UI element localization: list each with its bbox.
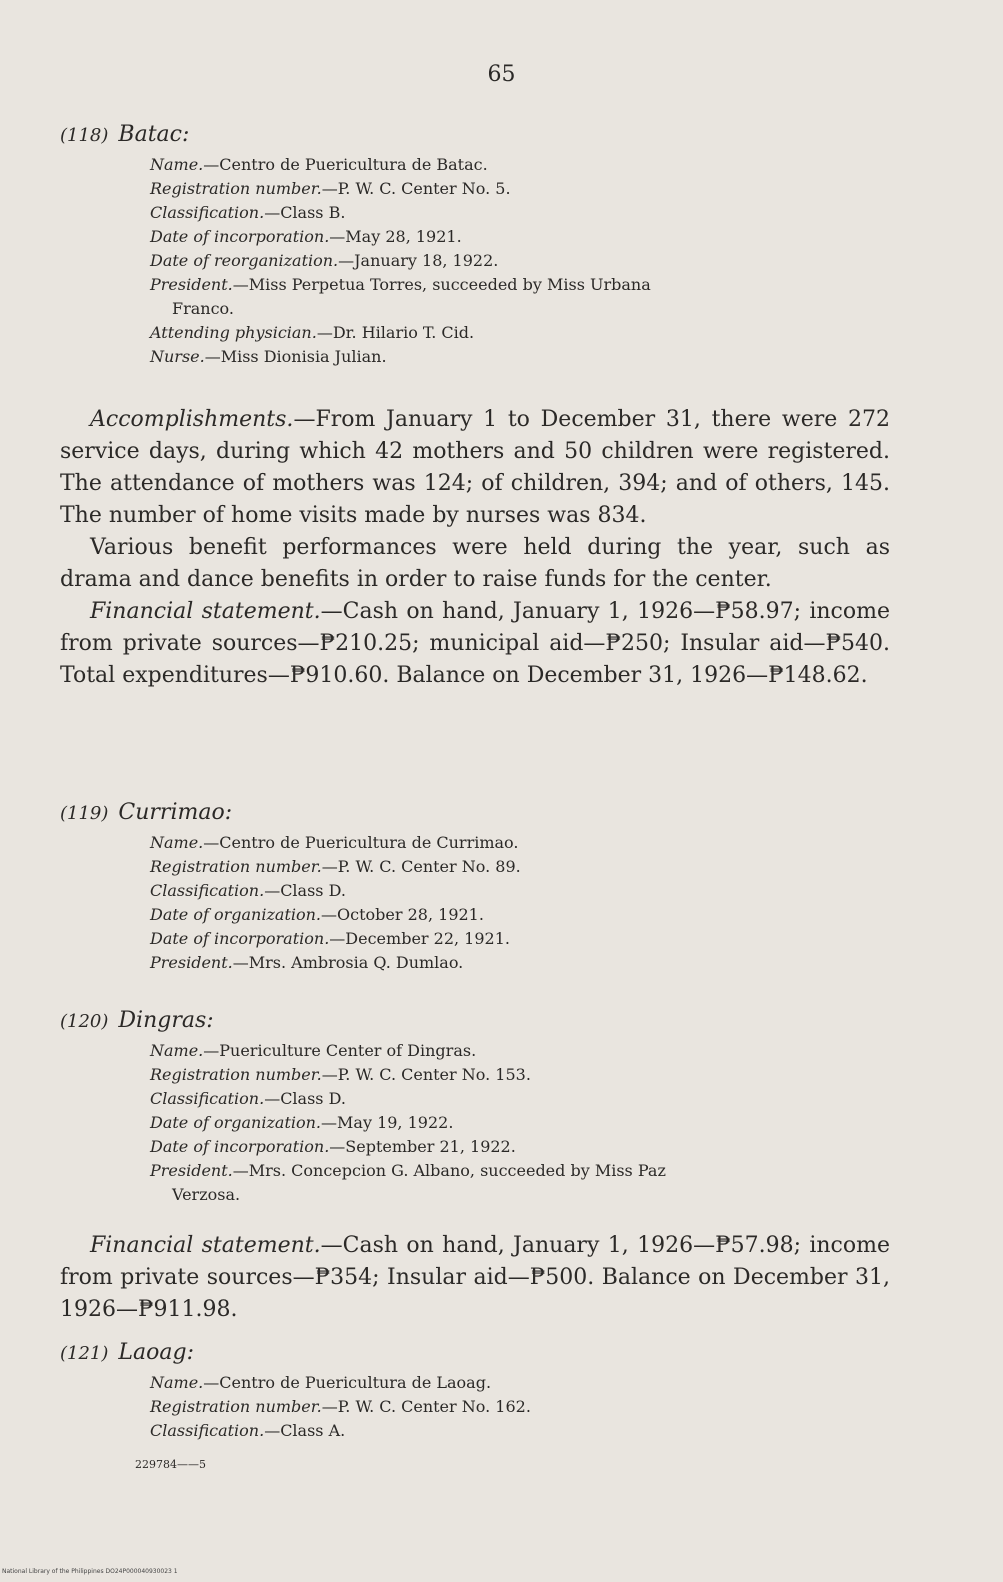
financial-statement-paragraph bbox=[60, 596, 890, 692]
benefit-paragraph bbox=[60, 532, 890, 596]
field-value: —October 28, 1921. bbox=[321, 905, 484, 924]
field-list bbox=[150, 1039, 890, 1207]
section-number: (119) bbox=[60, 803, 109, 824]
field-row bbox=[150, 1371, 890, 1395]
field-row bbox=[150, 831, 890, 855]
field-value: —January 18, 1922. bbox=[338, 251, 499, 270]
field-label: Registration number. bbox=[150, 1397, 322, 1416]
field-row bbox=[150, 855, 890, 879]
field-value: —Centro de Puericultura de Batac. bbox=[203, 155, 488, 174]
section-title: Laoag: bbox=[118, 1340, 194, 1365]
field-label: Date of organization. bbox=[150, 905, 322, 924]
field-list bbox=[150, 831, 890, 975]
page-number: 65 bbox=[487, 62, 516, 87]
field-label: Classification. bbox=[150, 881, 265, 900]
field-label: Name. bbox=[150, 155, 204, 174]
field-value: —Class D. bbox=[264, 881, 346, 900]
field-row bbox=[150, 1111, 890, 1135]
field-row bbox=[150, 1135, 890, 1159]
paragraph-text: —Cash on hand, January 1, 1926—₱57.98; income from private sources—₱354; Insular aid—₱500. Balance on December 31, 1926—₱911.98. bbox=[60, 1233, 890, 1322]
paragraph-text: Various benefit performances were held during the year, such as drama and dance benefits in order to raise funds for the center. bbox=[60, 535, 890, 592]
field-row bbox=[150, 1159, 890, 1207]
section-currimao bbox=[60, 800, 890, 975]
section-heading bbox=[60, 1008, 890, 1033]
field-row bbox=[150, 153, 890, 177]
field-label: Registration number. bbox=[150, 1065, 322, 1084]
field-label: Date of incorporation. bbox=[150, 227, 330, 246]
field-row bbox=[150, 201, 890, 225]
field-row bbox=[150, 225, 890, 249]
field-label: Classification. bbox=[150, 1089, 265, 1108]
section-heading bbox=[60, 122, 890, 147]
field-label: President. bbox=[150, 953, 233, 972]
field-value: —Dr. Hilario T. Cid. bbox=[316, 323, 475, 342]
field-row bbox=[150, 177, 890, 201]
paragraph-label: Financial statement. bbox=[90, 599, 321, 624]
field-row bbox=[150, 1395, 890, 1419]
field-list bbox=[150, 1371, 890, 1443]
field-row bbox=[150, 1063, 890, 1087]
field-value: —Centro de Puericultura de Laoag. bbox=[203, 1373, 492, 1392]
field-row bbox=[150, 249, 890, 273]
field-row bbox=[150, 927, 890, 951]
field-label: Date of organization. bbox=[150, 1113, 322, 1132]
section-title: Batac: bbox=[118, 122, 190, 147]
section-title: Dingras: bbox=[118, 1008, 214, 1033]
batac-paragraphs bbox=[60, 404, 890, 692]
field-value-continued: Verzosa. bbox=[172, 1185, 241, 1204]
section-laoag bbox=[60, 1340, 890, 1443]
field-label: Registration number. bbox=[150, 179, 322, 198]
paragraph-text: —Cash on hand, January 1, 1926—₱58.97; income from private sources—₱210.25; municipal aid—₱250; Insular aid—₱540. Total expenditures—₱910.60. Balance on December 31, 1926—₱148.62. bbox=[60, 599, 890, 688]
field-value: —Miss Dionisia Julian. bbox=[204, 347, 387, 366]
field-value: —May 28, 1921. bbox=[329, 227, 462, 246]
field-value: —P. W. C. Center No. 89. bbox=[321, 857, 521, 876]
field-label: Name. bbox=[150, 1373, 204, 1392]
field-value: —Class A. bbox=[264, 1421, 346, 1440]
field-value: —Class B. bbox=[264, 203, 346, 222]
field-value: —May 19, 1922. bbox=[321, 1113, 454, 1132]
section-batac bbox=[60, 122, 890, 369]
financial-statement-paragraph bbox=[60, 1230, 890, 1326]
field-row bbox=[150, 903, 890, 927]
field-value: —P. W. C. Center No. 153. bbox=[321, 1065, 531, 1084]
section-number: (118) bbox=[60, 125, 109, 146]
field-label: Nurse. bbox=[150, 347, 205, 366]
field-value: —P. W. C. Center No. 5. bbox=[321, 179, 511, 198]
section-number: (120) bbox=[60, 1011, 109, 1032]
field-row bbox=[150, 1419, 890, 1443]
paragraph-label: Accomplishments. bbox=[90, 407, 294, 432]
dingras-paragraphs bbox=[60, 1230, 890, 1326]
field-label: Classification. bbox=[150, 1421, 265, 1440]
paragraph-label: Financial statement. bbox=[90, 1233, 321, 1258]
field-value: —September 21, 1922. bbox=[329, 1137, 516, 1156]
field-row bbox=[150, 345, 890, 369]
field-label: Name. bbox=[150, 833, 204, 852]
field-label: Registration number. bbox=[150, 857, 322, 876]
field-row bbox=[150, 273, 890, 321]
accomplishments-paragraph bbox=[60, 404, 890, 532]
section-title: Currimao: bbox=[118, 800, 233, 825]
field-row bbox=[150, 1087, 890, 1111]
section-heading bbox=[60, 1340, 890, 1365]
field-value: —Miss Perpetua Torres, succeeded by Miss Urbana bbox=[232, 275, 651, 294]
field-label: Date of incorporation. bbox=[150, 929, 330, 948]
field-value: —Class D. bbox=[264, 1089, 346, 1108]
section-dingras bbox=[60, 1008, 890, 1207]
field-value: —Mrs. Ambrosia Q. Dumlao. bbox=[232, 953, 464, 972]
field-label: President. bbox=[150, 275, 233, 294]
field-value: —Mrs. Concepcion G. Albano, succeeded by Miss Paz bbox=[232, 1161, 666, 1180]
field-label: Date of reorganization. bbox=[150, 251, 339, 270]
field-label: President. bbox=[150, 1161, 233, 1180]
field-label: Date of incorporation. bbox=[150, 1137, 330, 1156]
field-value-continued: Franco. bbox=[172, 299, 234, 318]
print-code: 229784——5 bbox=[135, 1458, 206, 1471]
field-row bbox=[150, 321, 890, 345]
field-list bbox=[150, 153, 890, 369]
field-label: Classification. bbox=[150, 203, 265, 222]
library-note: National Library of the Philippines DO24P000040930023 1 bbox=[2, 1568, 178, 1575]
field-label: Name. bbox=[150, 1041, 204, 1060]
field-row bbox=[150, 879, 890, 903]
paragraph-text: —From January 1 to December 31, there were 272 service days, during which 42 mothers and 50 children were registered. The attendance of mothers was 124; of children, 394; and of others, 145. The number of home visits made by nurses was 834. bbox=[60, 407, 890, 528]
field-value: —Puericulture Center of Dingras. bbox=[203, 1041, 477, 1060]
field-label: Attending physician. bbox=[150, 323, 317, 342]
section-number: (121) bbox=[60, 1343, 109, 1364]
field-value: —P. W. C. Center No. 162. bbox=[321, 1397, 531, 1416]
section-heading bbox=[60, 800, 890, 825]
field-value: —Centro de Puericultura de Currimao. bbox=[203, 833, 519, 852]
field-row bbox=[150, 951, 890, 975]
field-row bbox=[150, 1039, 890, 1063]
field-value: —December 22, 1921. bbox=[329, 929, 510, 948]
